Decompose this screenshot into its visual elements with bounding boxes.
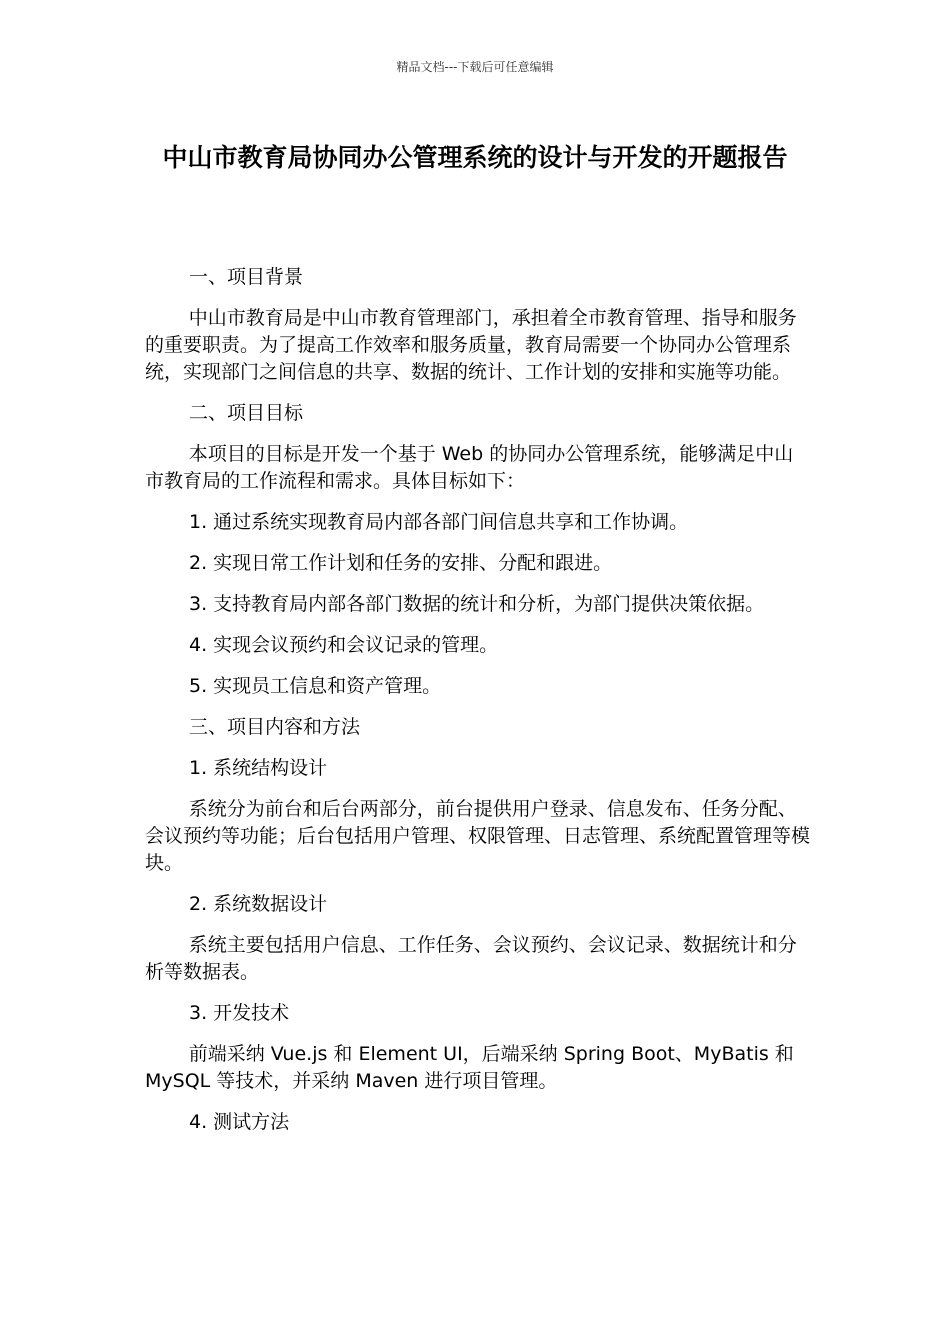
list-item: 2. 实现日常工作计划和任务的安排、分配和跟进。 [189, 552, 613, 574]
subsection-heading: 2. 系统数据设计 [189, 893, 328, 915]
subsection-heading: 3. 开发技术 [189, 1002, 290, 1024]
list-item: 5. 实现员工信息和资产管理。 [189, 675, 442, 697]
document-body [145, 264, 810, 1136]
subsection-heading: 1. 系统结构设计 [189, 757, 328, 779]
subsection-heading: 4. 测试方法 [189, 1111, 290, 1133]
section-heading: 二、项目目标 [189, 402, 304, 424]
header-note: 精品文档---下载后可任意编辑 [396, 60, 554, 74]
body-paragraph: 中山市教育局是中山市教育管理部门，承担着全市教育管理、指导和服务的重要职责。为了提高工作效率和服务质量，教育局需要一个协同办公管理系统，实现部门之间信息的共享、数据的统计、工作计划的安排和实施等功能。 [145, 307, 797, 383]
body-paragraph: 系统主要包括用户信息、工作任务、会议预约、会议记录、数据统计和分析等数据表。 [145, 934, 797, 983]
body-paragraph: 系统分为前台和后台两部分，前台提供用户登录、信息发布、任务分配、会议预约等功能；后台包括用户管理、权限管理、日志管理、系统配置管理等模块。 [145, 798, 811, 874]
section-heading: 一、项目背景 [189, 266, 304, 288]
body-paragraph: 本项目的目标是开发一个基于 Web 的协同办公管理系统，能够满足中山市教育局的工作流程和需求。具体目标如下： [145, 443, 794, 492]
document-title: 中山市教育局协同办公管理系统的设计与开发的开题报告 [162, 143, 788, 172]
section-heading: 三、项目内容和方法 [189, 716, 361, 738]
list-item: 4. 实现会议预约和会议记录的管理。 [189, 634, 499, 656]
body-paragraph: 前端采纳 Vue.js 和 Element UI，后端采纳 Spring Boot、MyBatis 和 MySQL 等技术，并采纳 Maven 进行项目管理。 [145, 1043, 794, 1092]
list-item: 1. 通过系统实现教育局内部各部门间信息共享和工作协调。 [189, 511, 689, 533]
list-item: 3. 支持教育局内部各部门数据的统计和分析，为部门提供决策依据。 [189, 593, 765, 615]
